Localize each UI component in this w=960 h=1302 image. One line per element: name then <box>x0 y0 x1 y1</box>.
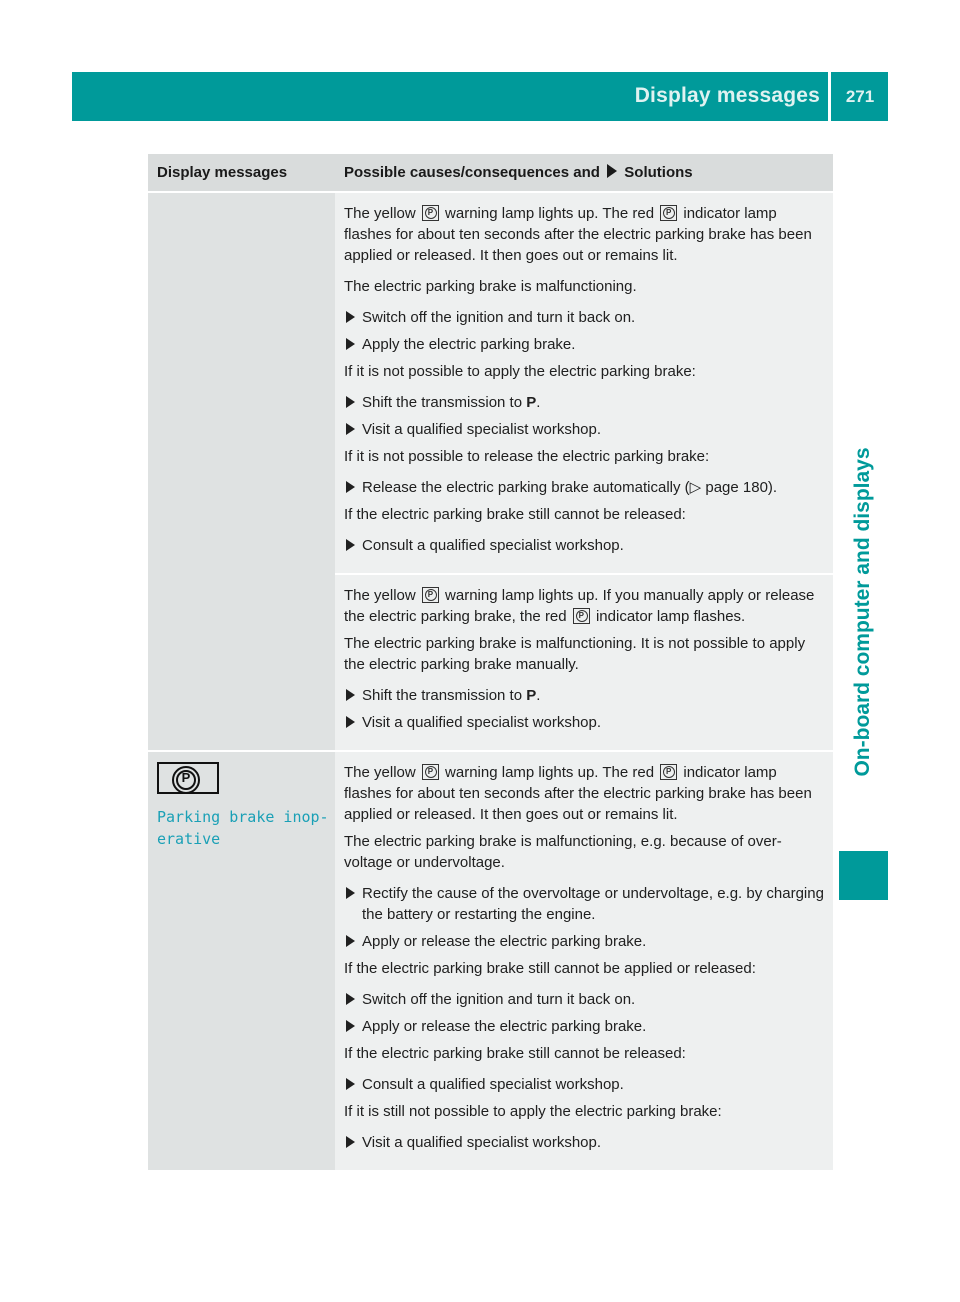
solution-step <box>344 1132 827 1153</box>
text-fragment: Switch off the ignition and turn it back on. <box>362 991 636 1008</box>
causes-block <box>335 575 833 750</box>
parking-brake-icon <box>422 205 439 221</box>
text-fragment: Consult a qualified specialist workshop. <box>362 1076 624 1093</box>
step-arrow-icon <box>346 1136 355 1148</box>
solution-arrow-icon <box>607 164 617 178</box>
cause-paragraph <box>344 276 827 297</box>
col-header-display-messages: Display messages <box>157 164 288 181</box>
parking-brake-icon <box>660 764 677 780</box>
parking-brake-icon <box>573 608 590 624</box>
text-fragment: indicator lamp flashes for about ten seconds after the electric parking brake has been applied or released. It then goes out or remains lit. <box>344 205 812 264</box>
text-fragment: If the electric parking brake still cannot be released: <box>344 1045 686 1062</box>
solution-step <box>344 477 827 498</box>
solution-step <box>344 535 827 556</box>
step-arrow-icon <box>346 481 355 493</box>
step-arrow-icon <box>346 887 355 899</box>
cause-paragraph <box>344 831 827 873</box>
solution-step <box>344 712 827 733</box>
causes-solutions-cell <box>335 193 833 750</box>
chapter-side-tab <box>839 134 888 1164</box>
solution-step <box>344 989 827 1010</box>
display-message-line: erative <box>157 830 221 848</box>
text-fragment: Release the electric parking brake automatically ( <box>362 479 690 496</box>
cause-paragraph <box>344 446 827 467</box>
text-fragment: warning lamp lights up. If you manually apply or release the electric parking brake, the red <box>344 587 815 625</box>
text-fragment: Visit a qualified specialist workshop. <box>362 421 602 438</box>
display-message-line: Parking brake inop‐ <box>157 808 329 826</box>
cause-paragraph <box>344 504 827 525</box>
cause-paragraph <box>344 1101 827 1122</box>
solution-step <box>344 883 827 925</box>
page-number: 271 <box>845 87 875 106</box>
icon-letter: P <box>181 770 191 785</box>
text-fragment: Switch off the ignition and turn it back on. <box>362 309 636 326</box>
solution-step <box>344 1016 827 1037</box>
cause-paragraph <box>344 958 827 979</box>
text-fragment: Shift the transmission to <box>362 394 527 411</box>
text-fragment: If it is not possible to release the electric parking brake: <box>344 448 710 465</box>
text-fragment: page 180). <box>701 479 778 496</box>
gear-position-label: P <box>526 394 537 411</box>
solution-step <box>344 419 827 440</box>
text-fragment: Apply or release the electric parking brake. <box>362 933 647 950</box>
col-header-solutions-text: Solutions <box>624 164 693 181</box>
step-arrow-icon <box>346 338 355 350</box>
step-arrow-icon <box>346 311 355 323</box>
causes-block <box>335 193 833 573</box>
text-fragment: indicator lamp flashes for about ten seconds after the electric parking brake has been applied or released. It then goes out or remains lit. <box>344 764 812 823</box>
header-divider <box>828 72 831 121</box>
parking-brake-icon <box>422 587 439 603</box>
col-header-causes-text: Possible causes/consequences and <box>344 164 600 181</box>
solution-step <box>344 392 827 413</box>
causes-solutions-cell <box>335 752 833 1170</box>
gear-position-label: P <box>526 687 537 704</box>
text-fragment: Apply or release the electric parking brake. <box>362 1018 647 1035</box>
text-fragment: If it is still not possible to apply the electric parking brake: <box>344 1103 722 1120</box>
parking-brake-icon <box>157 762 219 794</box>
step-arrow-icon <box>346 1078 355 1090</box>
text-fragment: The electric parking brake is malfunctioning. It is not possible to apply the electric parking brake manually. <box>344 635 806 673</box>
step-arrow-icon <box>346 1020 355 1032</box>
text-fragment: Shift the transmission to <box>362 687 527 704</box>
text-fragment: If the electric parking brake still cannot be applied or released: <box>344 960 756 977</box>
text-fragment: Apply the electric parking brake. <box>362 336 576 353</box>
text-fragment: The yellow <box>344 764 420 781</box>
display-messages-table <box>148 154 833 1170</box>
step-arrow-icon <box>346 396 355 408</box>
text-fragment: . <box>536 394 541 411</box>
step-arrow-icon <box>346 423 355 435</box>
chapter-marker <box>839 851 888 900</box>
text-fragment: . <box>536 687 541 704</box>
cause-paragraph <box>344 762 827 825</box>
causes-block <box>335 752 833 1170</box>
text-fragment: warning lamp lights up. The red <box>440 205 659 222</box>
text-fragment: The electric parking brake is malfunctioning. <box>344 278 637 295</box>
cause-paragraph <box>344 633 827 675</box>
text-fragment: The electric parking brake is malfunctioning, e.g. because of over-voltage or undervoltage. <box>344 833 782 871</box>
solution-step <box>344 307 827 328</box>
parking-brake-icon <box>422 764 439 780</box>
text-fragment: indicator lamp flashes. <box>591 608 746 625</box>
cause-paragraph <box>344 1043 827 1064</box>
table-row <box>148 193 833 750</box>
page-header <box>72 72 888 121</box>
step-arrow-icon <box>346 689 355 701</box>
chapter-label: On-board computer and displays <box>851 447 874 777</box>
cause-paragraph <box>344 361 827 382</box>
display-message-text <box>157 806 329 850</box>
text-fragment: Consult a qualified specialist workshop. <box>362 537 624 554</box>
step-arrow-icon <box>346 716 355 728</box>
step-arrow-icon <box>346 935 355 947</box>
cause-paragraph <box>344 203 827 266</box>
table-row <box>148 752 833 1170</box>
table-header <box>148 154 833 191</box>
solution-step <box>344 931 827 952</box>
table-body <box>148 193 833 1170</box>
solution-step <box>344 1074 827 1095</box>
display-message-cell <box>148 752 335 1170</box>
display-message-cell <box>148 193 335 750</box>
step-arrow-icon <box>346 539 355 551</box>
page-reference-icon: ▷ <box>689 479 702 496</box>
solution-step <box>344 685 827 706</box>
text-fragment: The yellow <box>344 205 420 222</box>
cause-paragraph <box>344 585 827 627</box>
text-fragment: If the electric parking brake still cannot be released: <box>344 506 686 523</box>
step-arrow-icon <box>346 993 355 1005</box>
parking-brake-icon <box>660 205 677 221</box>
text-fragment: If it is not possible to apply the electric parking brake: <box>344 363 696 380</box>
section-title: Display messages <box>634 84 820 107</box>
col-header-causes-solutions <box>335 154 833 191</box>
solution-step <box>344 334 827 355</box>
text-fragment: Visit a qualified specialist workshop. <box>362 1134 602 1151</box>
text-fragment: Visit a qualified specialist workshop. <box>362 714 602 731</box>
text-fragment: Rectify the cause of the overvoltage or undervoltage, e.g. by charging the battery or restarting the engine. <box>362 885 824 923</box>
text-fragment: warning lamp lights up. The red <box>440 764 659 781</box>
text-fragment: The yellow <box>344 587 420 604</box>
